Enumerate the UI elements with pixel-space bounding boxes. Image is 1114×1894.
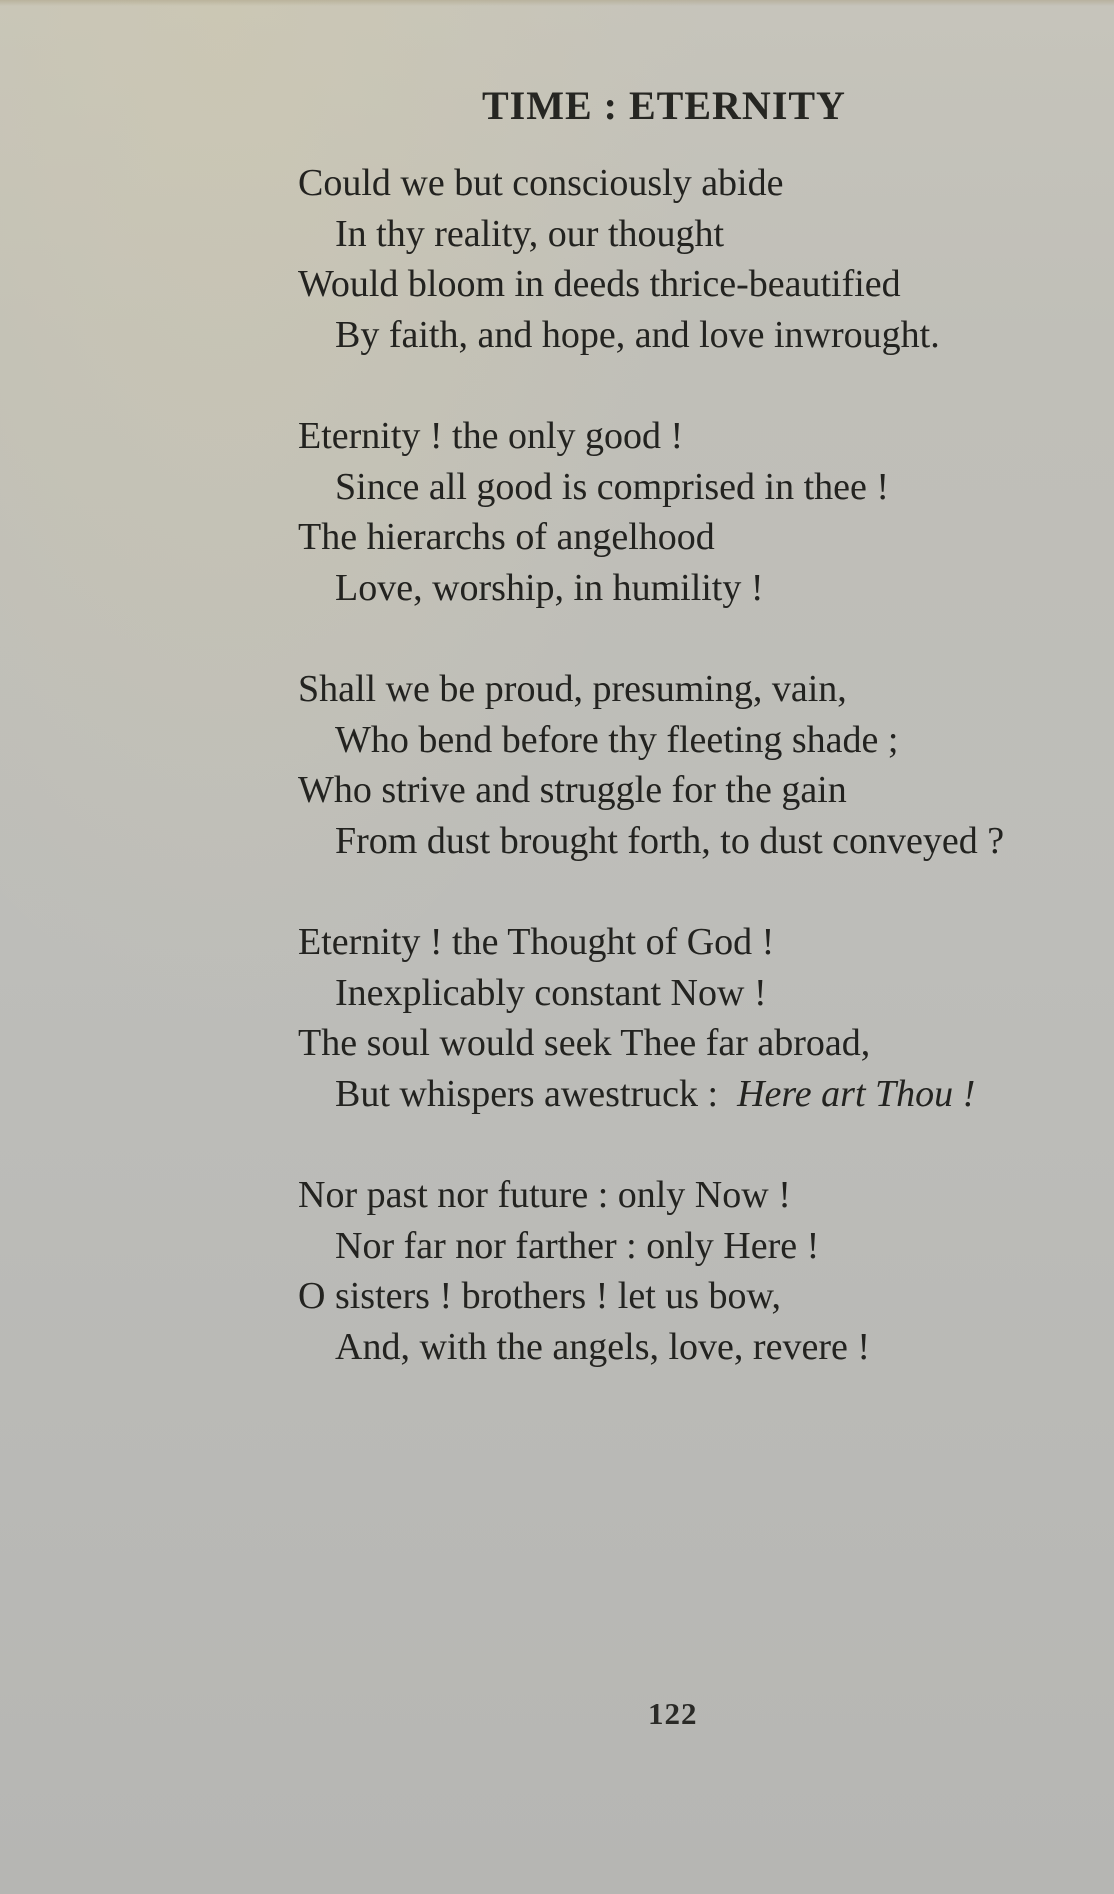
- poem-line: Nor past nor future : only Now !: [298, 1174, 791, 1216]
- poem-line: By faith, and hope, and love inwrought.: [335, 313, 940, 356]
- stanza-1: [298, 158, 940, 360]
- page-number: 122: [648, 1696, 698, 1731]
- poem-line: The hierarchs of angelhood: [298, 516, 715, 558]
- stanza-2: [298, 411, 889, 613]
- poem-line: Love, worship, in humility !: [335, 566, 764, 609]
- stanza-3: [298, 664, 1004, 866]
- poem-line: Shall we be proud, presuming, vain,: [298, 668, 847, 710]
- poem-line: And, with the angels, love, revere !: [335, 1325, 870, 1368]
- page-top-edge: [0, 0, 1114, 6]
- poem-line: Since all good is comprised in thee !: [335, 465, 890, 508]
- poem-line: Nor far nor farther : only Here !: [335, 1224, 820, 1267]
- poem-line: In thy reality, our thought: [335, 212, 725, 255]
- italic-phrase: Here art Thou !: [737, 1072, 976, 1115]
- poem-line: O sisters ! brothers ! let us bow,: [298, 1275, 782, 1317]
- poem-line: Would bloom in deeds thrice-beautified: [298, 263, 901, 305]
- poem-line: Could we but consciously abide: [298, 162, 784, 204]
- poem-line-with-italic: [298, 1069, 975, 1120]
- poem-line: Inexplicably constant Now !: [335, 971, 767, 1014]
- poem-line: Eternity ! the Thought of God !: [298, 921, 775, 963]
- poem-line: Who bend before thy fleeting shade ;: [335, 718, 899, 761]
- stanza-4: [298, 917, 975, 1119]
- stanza-5: [298, 1170, 870, 1372]
- poem-line-text: But whispers awestruck :: [335, 1072, 719, 1115]
- poem-line: From dust brought forth, to dust conveyed ?: [335, 819, 1005, 862]
- poem-line: Who strive and struggle for the gain: [298, 769, 847, 811]
- poem-line: The soul would seek Thee far abroad,: [298, 1022, 871, 1064]
- poem-line: Eternity ! the only good !: [298, 415, 684, 457]
- running-head: TIME : ETERNITY: [482, 83, 846, 128]
